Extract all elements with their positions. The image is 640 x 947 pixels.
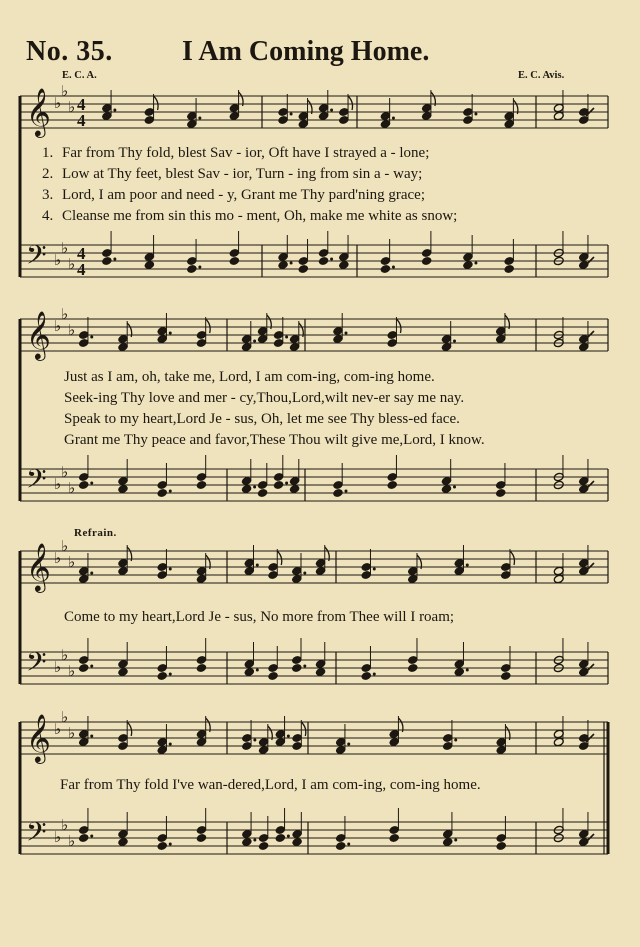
treble-clef-icon: 𝄞 bbox=[26, 542, 51, 591]
note-head bbox=[278, 260, 289, 270]
flat-icon: ♭ bbox=[68, 98, 76, 116]
note-dot bbox=[290, 113, 293, 116]
verse-4-line-1 bbox=[42, 208, 457, 225]
note-dot bbox=[454, 839, 457, 842]
note-flag bbox=[301, 722, 306, 736]
note-head bbox=[78, 663, 89, 673]
note-head bbox=[298, 264, 309, 274]
flat-icon: ♭ bbox=[54, 828, 62, 846]
verse-number: 2. bbox=[42, 166, 54, 182]
note-head bbox=[291, 663, 302, 673]
note-dot bbox=[253, 340, 256, 343]
note-head bbox=[495, 488, 506, 498]
verse-number: 3. bbox=[42, 187, 54, 203]
verse-number: 1. bbox=[42, 145, 54, 161]
note-dot bbox=[344, 332, 347, 335]
note-head bbox=[335, 841, 346, 851]
note-head bbox=[229, 256, 240, 266]
note-head bbox=[118, 484, 129, 494]
note-dot bbox=[392, 266, 395, 269]
bass-clef-icon: 𝄢 bbox=[26, 463, 47, 501]
music-credit: E. C. Avis. bbox=[518, 70, 565, 81]
verse-3-line-1 bbox=[42, 187, 425, 204]
note-dot bbox=[466, 669, 469, 672]
note-dot bbox=[198, 117, 201, 120]
note-head bbox=[387, 480, 398, 490]
note-dot bbox=[198, 266, 201, 269]
note-head bbox=[78, 833, 89, 843]
note-dot bbox=[169, 743, 172, 746]
note-head bbox=[500, 671, 511, 681]
note-head bbox=[244, 667, 255, 677]
note-dot bbox=[287, 735, 290, 738]
note-dot bbox=[330, 109, 333, 112]
verse-2-line-2: Seek-ing Thy love and mer - cy,Thou,Lord,wilt nev-er say me nay. bbox=[64, 390, 465, 406]
note-flag bbox=[510, 551, 514, 565]
time-signature: 4 bbox=[77, 260, 86, 279]
note-head bbox=[289, 484, 300, 494]
note-dot bbox=[90, 336, 93, 339]
note-head bbox=[186, 264, 197, 274]
note-dot bbox=[474, 262, 477, 265]
note-head bbox=[196, 833, 207, 843]
words-credit: E. C. A. bbox=[62, 70, 97, 81]
verse-2-line-1 bbox=[42, 166, 422, 183]
note-head bbox=[315, 667, 326, 677]
flat-icon: ♭ bbox=[61, 82, 69, 100]
note-head bbox=[241, 837, 252, 847]
verse-1-line-1 bbox=[42, 145, 429, 162]
note-dot bbox=[90, 835, 93, 838]
verse-3-line-2: Speak to my heart,Lord Je - sus, Oh, let me see Thy bless-ed face. bbox=[64, 411, 460, 427]
lyric-text: Far from Thy fold, blest Sav - ior, Oft have I strayed a - lone; bbox=[62, 145, 430, 161]
note-dot bbox=[453, 340, 456, 343]
flat-icon: ♭ bbox=[54, 251, 62, 269]
note-head bbox=[578, 260, 589, 270]
flat-icon: ♭ bbox=[61, 816, 69, 834]
note-dot bbox=[90, 735, 93, 738]
flat-icon: ♭ bbox=[54, 475, 62, 493]
note-dot bbox=[285, 482, 288, 485]
note-dot bbox=[373, 568, 376, 571]
refrain-label: Refrain. bbox=[74, 527, 117, 539]
treble-clef-icon: 𝄞 bbox=[26, 713, 51, 762]
note-head bbox=[275, 833, 286, 843]
note-dot bbox=[253, 739, 256, 742]
flat-icon: ♭ bbox=[54, 658, 62, 676]
flat-icon: ♭ bbox=[68, 662, 76, 680]
note-head bbox=[361, 671, 372, 681]
note-head bbox=[292, 837, 303, 847]
note-dot bbox=[113, 109, 116, 112]
note-dot bbox=[256, 669, 259, 672]
note-dot bbox=[169, 332, 172, 335]
note-flag bbox=[127, 722, 132, 736]
note-head bbox=[454, 667, 465, 677]
note-dot bbox=[169, 673, 172, 676]
time-signature: 4 bbox=[77, 111, 86, 130]
note-dot bbox=[285, 336, 288, 339]
hymn-number: No. 35. bbox=[26, 36, 113, 67]
flat-icon: ♭ bbox=[61, 646, 69, 664]
note-flag bbox=[396, 319, 401, 333]
note-dot bbox=[253, 486, 256, 489]
note-head bbox=[462, 260, 473, 270]
note-dot bbox=[256, 564, 259, 567]
note-head bbox=[338, 260, 349, 270]
flat-icon: ♭ bbox=[54, 720, 62, 738]
note-dot bbox=[453, 486, 456, 489]
note-head bbox=[441, 484, 452, 494]
note-dot bbox=[290, 262, 293, 265]
bass-clef-icon: 𝄢 bbox=[26, 816, 47, 854]
note-head bbox=[118, 667, 129, 677]
flat-icon: ♭ bbox=[61, 305, 69, 323]
note-head bbox=[389, 833, 400, 843]
note-head bbox=[157, 488, 168, 498]
note-head bbox=[380, 264, 391, 274]
lyric-text: Cleanse me from sin this mo - ment, Oh, make me white as snow; bbox=[62, 208, 458, 224]
note-flag bbox=[348, 96, 353, 110]
note-head bbox=[407, 663, 418, 673]
note-dot bbox=[466, 564, 469, 567]
note-dot bbox=[344, 490, 347, 493]
note-head bbox=[258, 841, 269, 851]
note-flag bbox=[206, 319, 211, 333]
hymn-title: I Am Coming Home. bbox=[182, 36, 430, 67]
note-flag bbox=[277, 551, 282, 565]
flat-icon: ♭ bbox=[54, 317, 62, 335]
note-head bbox=[157, 671, 168, 681]
note-dot bbox=[303, 572, 306, 575]
note-head bbox=[578, 837, 589, 847]
note-head bbox=[241, 484, 252, 494]
bass-clef-icon: 𝄢 bbox=[26, 239, 47, 277]
note-head bbox=[496, 841, 507, 851]
note-head bbox=[196, 663, 207, 673]
note-head bbox=[101, 256, 112, 266]
note-head bbox=[318, 256, 329, 266]
note-dot bbox=[347, 743, 350, 746]
verse-4-line-2: Grant me Thy peace and favor,These Thou wilt give me,Lord, I know. bbox=[64, 432, 485, 448]
note-dot bbox=[454, 739, 457, 742]
time-signature: 4 bbox=[77, 244, 86, 263]
note-head bbox=[442, 837, 453, 847]
note-dot bbox=[330, 258, 333, 261]
flat-icon: ♭ bbox=[68, 553, 76, 571]
note-dot bbox=[303, 665, 306, 668]
note-dot bbox=[253, 839, 256, 842]
flat-icon: ♭ bbox=[61, 239, 69, 257]
note-dot bbox=[373, 673, 376, 676]
verse-number: 4. bbox=[42, 208, 54, 224]
flat-icon: ♭ bbox=[68, 321, 76, 339]
note-dot bbox=[287, 835, 290, 838]
refrain-line-2: Far from Thy fold I've wan-dered,Lord, I am com-ing, com-ing home. bbox=[60, 777, 481, 793]
refrain-line-1: Come to my heart,Lord Je - sus, No more from Thee will I roam; bbox=[64, 609, 455, 625]
note-dot bbox=[169, 568, 172, 571]
flat-icon: ♭ bbox=[68, 255, 76, 273]
flat-icon: ♭ bbox=[54, 94, 62, 112]
note-head bbox=[144, 260, 155, 270]
treble-clef-icon: 𝄞 bbox=[26, 87, 51, 136]
flat-icon: ♭ bbox=[61, 463, 69, 481]
note-head bbox=[578, 667, 589, 677]
note-dot bbox=[474, 113, 477, 116]
note-head bbox=[157, 841, 168, 851]
note-head bbox=[273, 480, 284, 490]
note-dot bbox=[169, 843, 172, 846]
note-head bbox=[421, 256, 432, 266]
note-head bbox=[196, 480, 207, 490]
note-head bbox=[78, 480, 89, 490]
bass-clef-icon: 𝄢 bbox=[26, 646, 47, 684]
note-dot bbox=[113, 258, 116, 261]
note-head bbox=[257, 488, 268, 498]
flat-icon: ♭ bbox=[61, 708, 69, 726]
lyric-text: Low at Thy feet, blest Sav - ior, Turn - ing from sin a - way; bbox=[62, 166, 423, 182]
note-dot bbox=[90, 482, 93, 485]
note-dot bbox=[90, 572, 93, 575]
flat-icon: ♭ bbox=[61, 537, 69, 555]
flat-icon: ♭ bbox=[54, 549, 62, 567]
time-signature: 4 bbox=[77, 95, 86, 114]
treble-clef-icon: 𝄞 bbox=[26, 310, 51, 359]
flat-icon: ♭ bbox=[68, 479, 76, 497]
note-head bbox=[118, 837, 129, 847]
note-flag bbox=[154, 96, 159, 110]
flat-icon: ♭ bbox=[68, 724, 76, 742]
note-head bbox=[333, 488, 344, 498]
note-head bbox=[504, 264, 515, 274]
lyric-text: Lord, I am poor and need - y, Grant me Thy pard'ning grace; bbox=[62, 187, 425, 203]
note-head bbox=[578, 484, 589, 494]
note-dot bbox=[392, 117, 395, 120]
note-head bbox=[268, 671, 279, 681]
note-dot bbox=[347, 843, 350, 846]
note-dot bbox=[90, 665, 93, 668]
flat-icon: ♭ bbox=[68, 832, 76, 850]
verse-1-line-2: Just as I am, oh, take me, Lord, I am com-ing, com-ing home. bbox=[64, 369, 435, 385]
note-dot bbox=[169, 490, 172, 493]
